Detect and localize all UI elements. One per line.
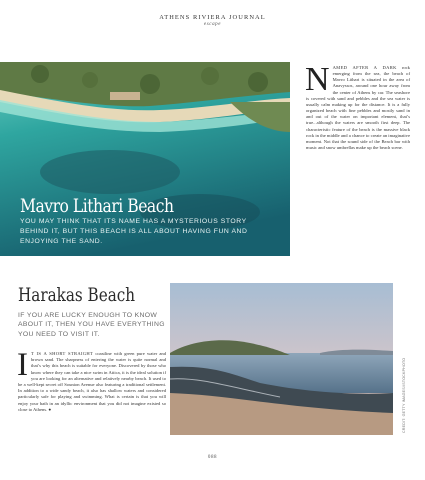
drop-cap: I bbox=[17, 347, 28, 383]
harakas-photo bbox=[170, 283, 393, 435]
drop-cap: N bbox=[305, 61, 330, 98]
mavro-lithari-body bbox=[305, 61, 410, 151]
photo-credit: CREDIT: GETTY IMAGES/ISTOCKPHOTO bbox=[402, 357, 406, 433]
harakas-body bbox=[17, 347, 166, 413]
body-text: coastline with green pure water and brown sand. The sharpness of entering the water is quite normal and that’s why this beach is suitable for everyone. Discovered by those who know where they can take a nice swim in Attica, it is the ideal solution if you are looking for an alternative and relatively nearby beach. It used to be a well-kept secret off Sounion Avenue also featuring a traditional settlement. In addition to a wide sandy beach, it also has shallow waters and considered particularly safe for playing and swimming. What is certain is that you will enjoy your bath in an idyllic environment that you did not imagine existed so close to Athens. ● bbox=[18, 351, 166, 412]
mavro-lithari-subtitle: YOU MAY THINK THAT ITS NAME HAS A MYSTERIOUS STORY BEHIND IT, BUT THIS BEACH IS ALL ABOUT HAVING FUN AND ENJOYING THE SAND. bbox=[20, 218, 248, 245]
harakas-lede: IF YOU ARE LUCKY ENOUGH TO KNOW ABOUT IT, THEN YOU HAVE EVERYTHING YOU NEED TO VISIT IT. bbox=[18, 312, 165, 338]
publication-name: ATHENS RIVIERA JOURNAL bbox=[159, 14, 266, 21]
mavro-lithari-title: Mavro Lithari Beach bbox=[20, 195, 174, 217]
section-name: escape bbox=[203, 22, 222, 27]
lead-in: AMED AFTER A DARK bbox=[332, 65, 397, 70]
body-text: rock emerging from the sea, the beach of Mavro Lithari is situated in the area of Anavyssos, around one hour away from the center of Athens by car. The seashore is covered with sand and pebbles and the sea water is usually calm making up for the distance. It is a fully organized beach with fine pebbles and mostly sand in and out of the water on important element, that’s true...although the waters are smooth first deep. The characteristic feature of the beach is the massive black rock in the middle and a chance to create an imaginative moment. Not that the sound side of the Beach bar with music and snow umbrellas make up the beach scene. bbox=[306, 65, 410, 151]
page-number: 088 bbox=[207, 455, 218, 460]
page-header bbox=[0, 14, 425, 27]
lead-in: T IS A SHORT STRAIGHT bbox=[31, 351, 94, 356]
harakas-title: Harakas Beach bbox=[18, 284, 136, 306]
